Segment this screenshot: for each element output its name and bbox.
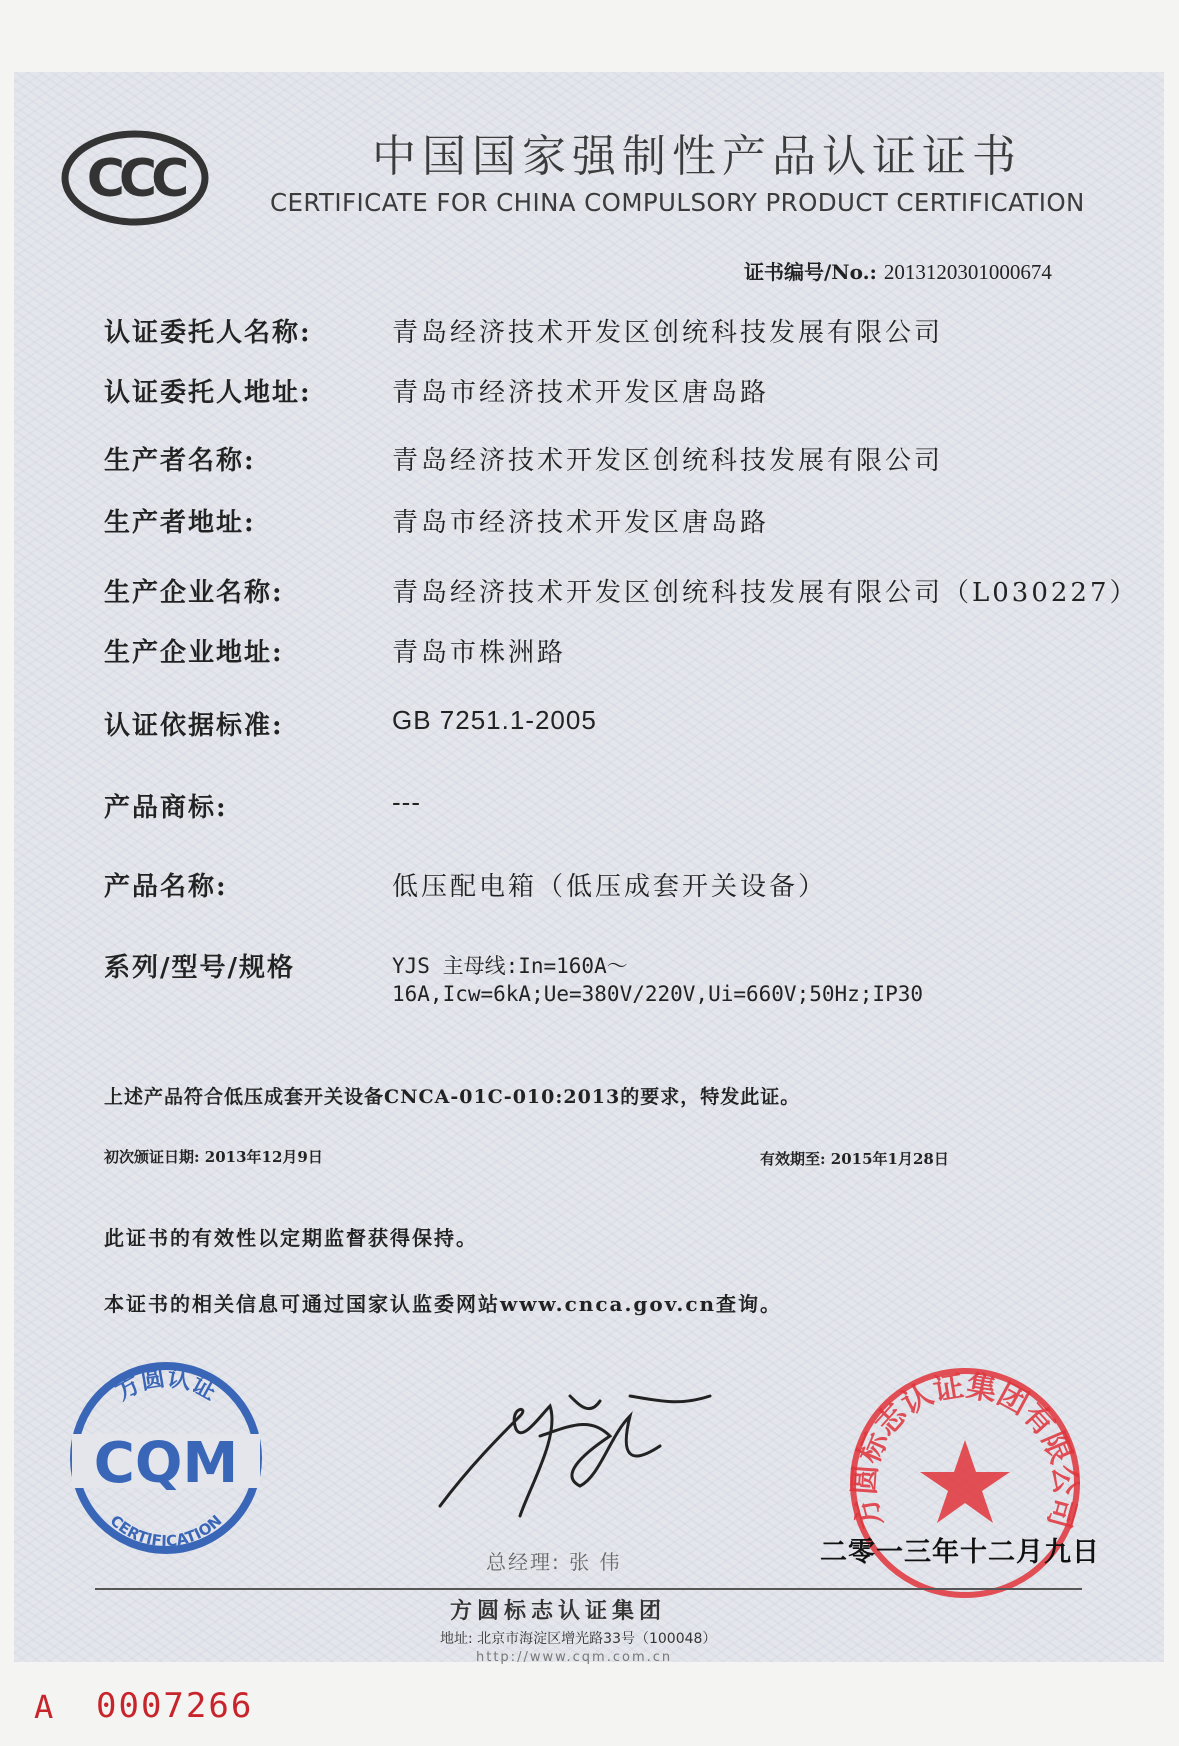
lookup-note: 本证书的相关信息可通过国家认监委网站www.cnca.gov.cn查询。	[104, 1292, 783, 1316]
title-english: CERTIFICATE FOR CHINA COMPULSORY PRODUCT CERTIFICATION	[270, 188, 1085, 217]
signature-scribble	[430, 1376, 720, 1526]
factory-addr-label: 生产企业地址:	[104, 638, 284, 668]
serial-number: 0007266	[96, 1686, 254, 1726]
stamp-text: 方圆标志认证集团有限公司	[847, 1368, 1083, 1532]
serial-prefix: A	[34, 1688, 54, 1726]
footer-rule	[95, 1588, 1082, 1590]
certificate-number	[744, 256, 1052, 285]
applicant-name-value: 青岛经济技术开发区创统科技发展有限公司	[392, 318, 944, 348]
standard-value: GB 7251.1-2005	[392, 705, 597, 735]
manufacturer-name-value: 青岛经济技术开发区创统科技发展有限公司	[392, 446, 944, 476]
stamp-star-icon	[920, 1440, 1010, 1523]
cqm-seal-bottom-text: CERTIFICATION	[106, 1511, 226, 1551]
applicant-addr-label: 认证委托人地址:	[104, 378, 312, 408]
standard-label: 认证依据标准:	[104, 711, 284, 741]
ccc-logo	[60, 128, 210, 228]
issue-date-line	[104, 1146, 323, 1167]
trademark-label: 产品商标:	[104, 793, 228, 823]
issue-date-label: 初次颁证日期:	[104, 1148, 200, 1166]
cqm-seal	[66, 1358, 266, 1558]
conformity-statement: 上述产品符合低压成套开关设备CNCA-01C-010:2013的要求，特发此证。	[104, 1086, 801, 1108]
model-label: 系列/型号/规格	[104, 953, 295, 983]
sign-date: 二零一三年十二月九日	[820, 1537, 1100, 1568]
product-name-value: 低压配电箱（低压成套开关设备）	[392, 872, 828, 902]
factory-name-label: 生产企业名称:	[104, 578, 284, 608]
applicant-name-label: 认证委托人名称:	[104, 318, 312, 348]
footer-website: http://www.cqm.com.cn	[476, 1650, 673, 1665]
footer-org: 方圆标志认证集团	[450, 1599, 667, 1624]
cert-no-value: 2013120301000674	[883, 260, 1052, 284]
model-value-line1: YJS 主母线:In=160A～	[392, 954, 628, 978]
product-name-label: 产品名称:	[104, 872, 228, 902]
title-chinese: 中国国家强制性产品认证证书	[372, 131, 1022, 182]
manufacturer-addr-label: 生产者地址:	[104, 508, 256, 538]
red-stamp	[840, 1358, 1090, 1608]
cqm-seal-top-text: 方圆认证	[110, 1363, 222, 1406]
expiry-date-value: 2015年1月28日	[830, 1150, 949, 1168]
model-value-line2: 16A,Icw=6kA;Ue=380V/220V,Ui=660V;50Hz;IP30	[392, 982, 924, 1006]
ccc-logo-text: CCC	[86, 149, 184, 209]
footer-address: 地址: 北京市海淀区增光路33号（100048）	[440, 1631, 717, 1647]
expiry-date-label: 有效期至:	[760, 1150, 826, 1168]
issue-date-value: 2013年12月9日	[204, 1148, 323, 1166]
trademark-value: ---	[392, 787, 421, 817]
factory-addr-value: 青岛市株洲路	[392, 638, 567, 668]
validity-note: 此证书的有效性以定期监督获得保持。	[104, 1226, 478, 1250]
cqm-seal-main-text: CQM	[93, 1431, 239, 1496]
expiry-date-line	[760, 1148, 949, 1169]
applicant-addr-value: 青岛市经济技术开发区唐岛路	[392, 378, 770, 408]
general-manager-label: 总经理: 张 伟	[486, 1550, 622, 1574]
cert-no-label: 证书编号/No.:	[744, 260, 884, 284]
manufacturer-name-label: 生产者名称:	[104, 446, 256, 476]
factory-name-value: 青岛经济技术开发区创统科技发展有限公司（L030227）	[392, 578, 1139, 608]
manufacturer-addr-value: 青岛市经济技术开发区唐岛路	[392, 508, 770, 538]
